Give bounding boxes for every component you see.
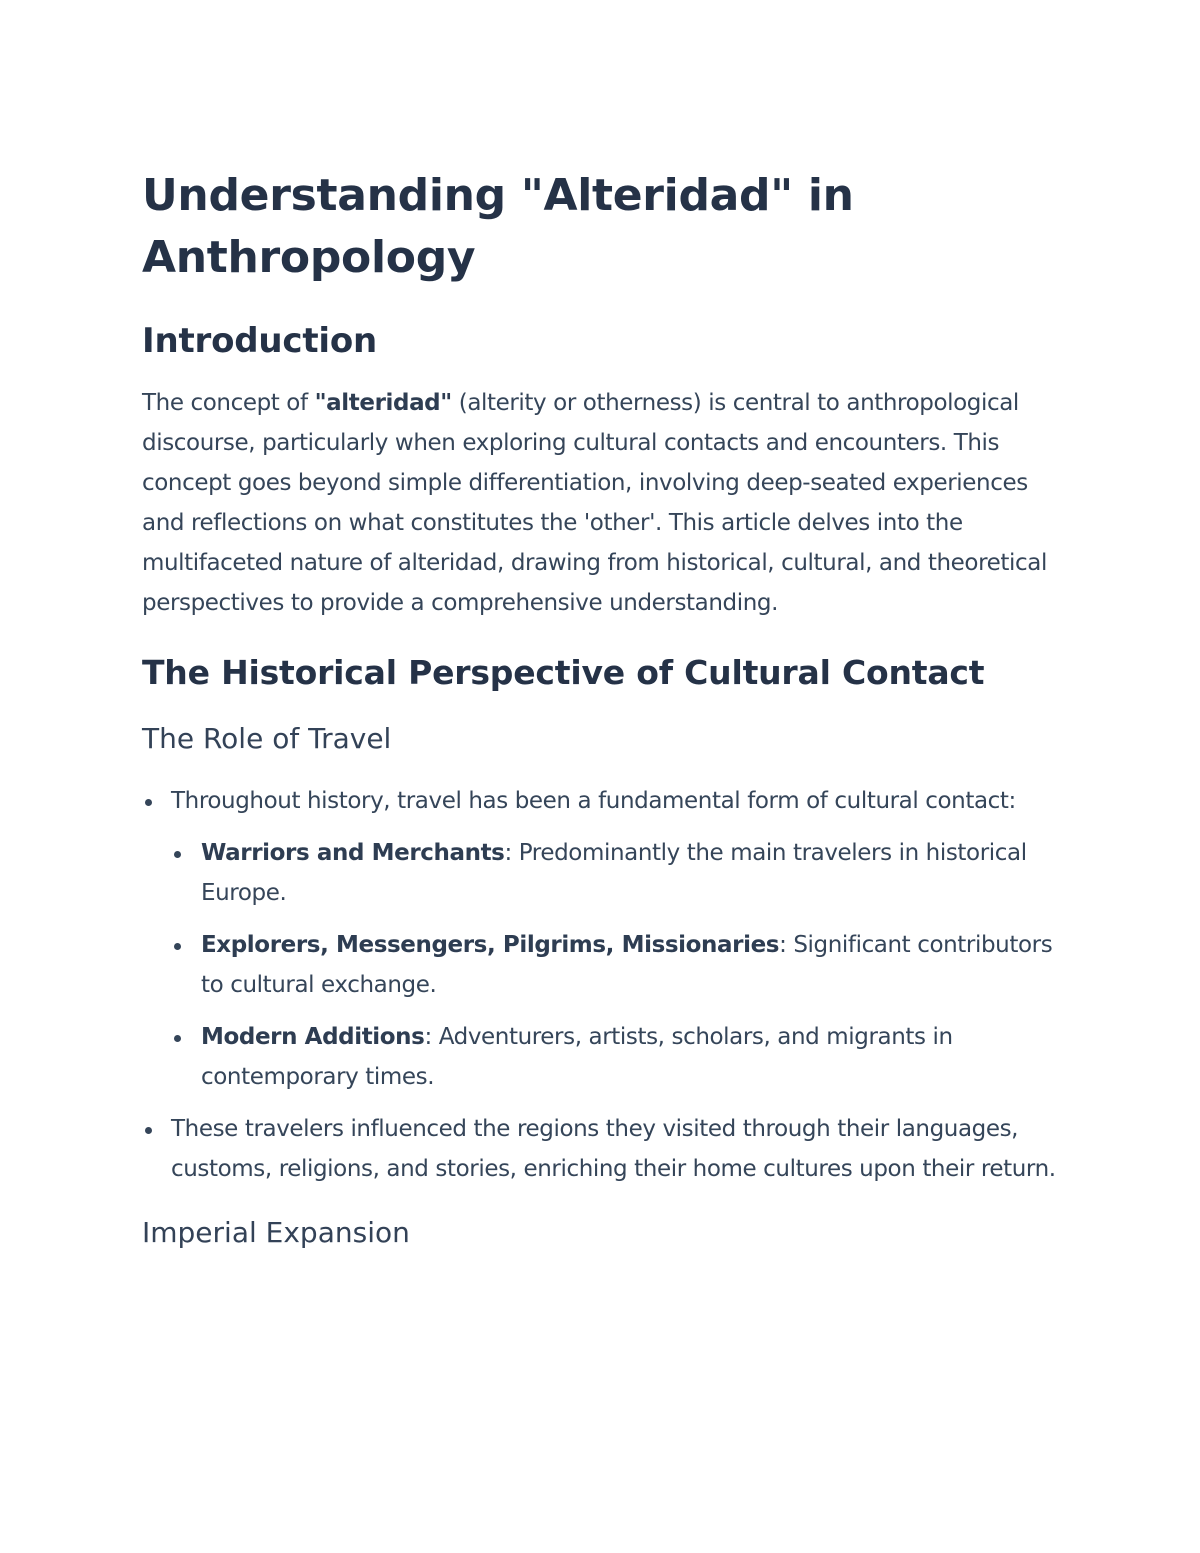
bullet-text: These travelers influenced the regions they visited through their languages, customs, religions, and stories, enriching their home cultures upon their return.	[171, 1116, 1056, 1182]
intro-bold-term: "alteridad"	[314, 390, 452, 416]
bullet-term: Explorers, Messengers, Pilgrims, Missionaries	[201, 932, 780, 958]
bullet-term: Warriors and Merchants	[201, 840, 505, 866]
bullet-text: Throughout history, travel has been a fundamental form of cultural contact:	[171, 788, 1016, 814]
bullet-text: : Predominantly the main travelers in historical Europe.	[201, 840, 1027, 906]
introduction-heading: Introduction	[142, 321, 378, 361]
list-item	[171, 925, 1067, 1005]
list-item	[171, 833, 1067, 913]
intro-text-before: The concept of	[142, 390, 315, 416]
historical-perspective-heading: The Historical Perspective of Cultural Contact	[142, 653, 985, 692]
bullet-term: Modern Additions	[201, 1024, 425, 1050]
document-page	[142, 165, 1067, 1253]
list-item	[142, 781, 1067, 1097]
imperial-expansion-heading: Imperial Expansion	[142, 1216, 410, 1249]
document-title: Understanding "Alteridad" in Anthropology	[142, 170, 854, 283]
list-item	[142, 1109, 1067, 1189]
traveler-types-list	[171, 833, 1067, 1097]
bullet-text: : Significant contributors to cultural exchange.	[201, 932, 1053, 998]
role-of-travel-heading: The Role of Travel	[142, 722, 392, 755]
introduction-paragraph	[142, 383, 1067, 623]
list-item	[171, 1017, 1067, 1097]
travel-bullet-list	[142, 781, 1067, 1189]
intro-text-after: (alterity or otherness) is central to anthropological discourse, particularly when exploring cultural contacts and encounters. This concept goes beyond simple differentiation, involving deep-seated experiences and reflections on what constitutes the 'other'. This article delves into the multifaceted nature of alteridad, drawing from historical, cultural, and theoretical perspectives to provide a comprehensive understanding.	[142, 390, 1047, 616]
bullet-text: : Adventurers, artists, scholars, and migrants in contemporary times.	[201, 1024, 953, 1090]
